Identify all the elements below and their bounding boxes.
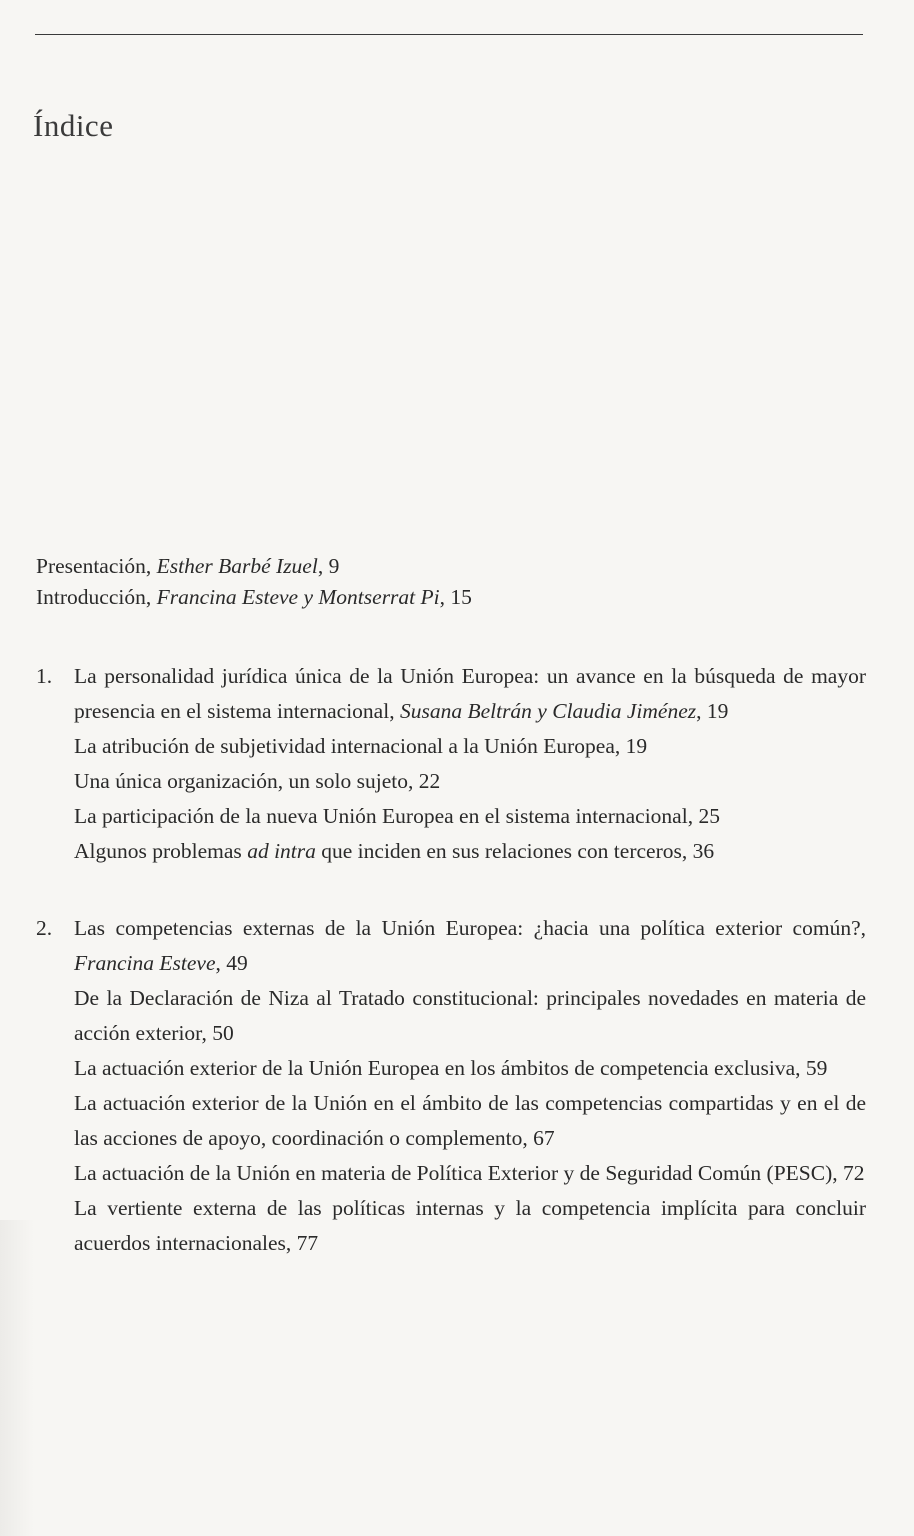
scan-shadow	[0, 1220, 34, 1536]
entry-author: Francina Esteve y Montserrat Pi	[156, 585, 440, 609]
toc-section-entry	[74, 1051, 866, 1086]
section-text: La participación de la nueva Unión Europea en el sistema internacional, 25	[74, 804, 720, 828]
section-text: La actuación de la Unión en materia de Política Exterior y de Seguridad Común (PESC), 72	[74, 1161, 865, 1185]
chapter-1	[36, 659, 866, 869]
chapter-heading	[74, 911, 866, 981]
section-text-italic: ad intra	[247, 839, 316, 863]
toc-section-entry	[74, 981, 866, 1051]
entry-label: Presentación,	[36, 554, 157, 578]
section-text: La atribución de subjetividad internacional a la Unión Europea, 19	[74, 734, 648, 758]
toc-section-entry	[74, 1191, 866, 1261]
toc-section-entry	[74, 1156, 866, 1191]
section-text: De la Declaración de Niza al Tratado constitucional: principales novedades en materia de acción exterior, 50	[74, 986, 866, 1045]
top-rule	[35, 34, 863, 35]
toc-section-entry	[74, 1086, 866, 1156]
chapter-page: , 19	[696, 699, 729, 723]
front-matter-entry-introduccion	[36, 582, 866, 613]
entry-label: Introducción,	[36, 585, 157, 609]
chapter-2	[36, 911, 866, 1261]
page-title: Índice	[33, 108, 114, 143]
toc-section-entry	[74, 764, 866, 799]
section-text: La vertiente externa de las políticas internas y la competencia implícita para concluir acuerdos internacionales, 77	[74, 1196, 866, 1255]
section-text: Una única organización, un solo sujeto, 22	[74, 769, 441, 793]
section-list	[74, 981, 866, 1261]
chapter-number: 2.	[36, 916, 53, 940]
toc-section-entry	[74, 834, 866, 869]
table-of-contents	[36, 659, 866, 1261]
toc-section-entry	[74, 729, 866, 764]
front-matter	[36, 551, 866, 613]
chapter-authors: Francina Esteve	[74, 951, 216, 975]
section-text: Algunos problemas	[74, 839, 248, 863]
chapter-page: , 49	[215, 951, 248, 975]
chapter-authors: Susana Beltrán y Claudia Jiménez	[399, 699, 697, 723]
toc-section-entry	[74, 799, 866, 834]
chapter-number: 1.	[36, 664, 53, 688]
entry-page: , 15	[439, 585, 472, 609]
chapter-title: Las competencias externas de la Unión Europea: ¿hacia una política exterior común?,	[74, 916, 866, 940]
section-text: que inciden en sus relaciones con terceros, 36	[315, 839, 715, 863]
chapter-title: La personalidad jurídica única de la Unión Europea: un avance en la búsqueda de mayor presencia en el sistema internacional,	[74, 664, 866, 723]
section-list	[74, 729, 866, 869]
section-text: La actuación exterior de la Unión Europea en los ámbitos de competencia exclusiva, 59	[74, 1056, 828, 1080]
entry-page: , 9	[317, 554, 340, 578]
section-text: La actuación exterior de la Unión en el ámbito de las competencias compartidas y en el de las acciones de apoyo, coordinación o complemento, 67	[74, 1091, 866, 1150]
chapter-heading	[74, 659, 866, 729]
entry-author: Esther Barbé Izuel	[156, 554, 318, 578]
front-matter-entry-presentacion	[36, 551, 866, 582]
